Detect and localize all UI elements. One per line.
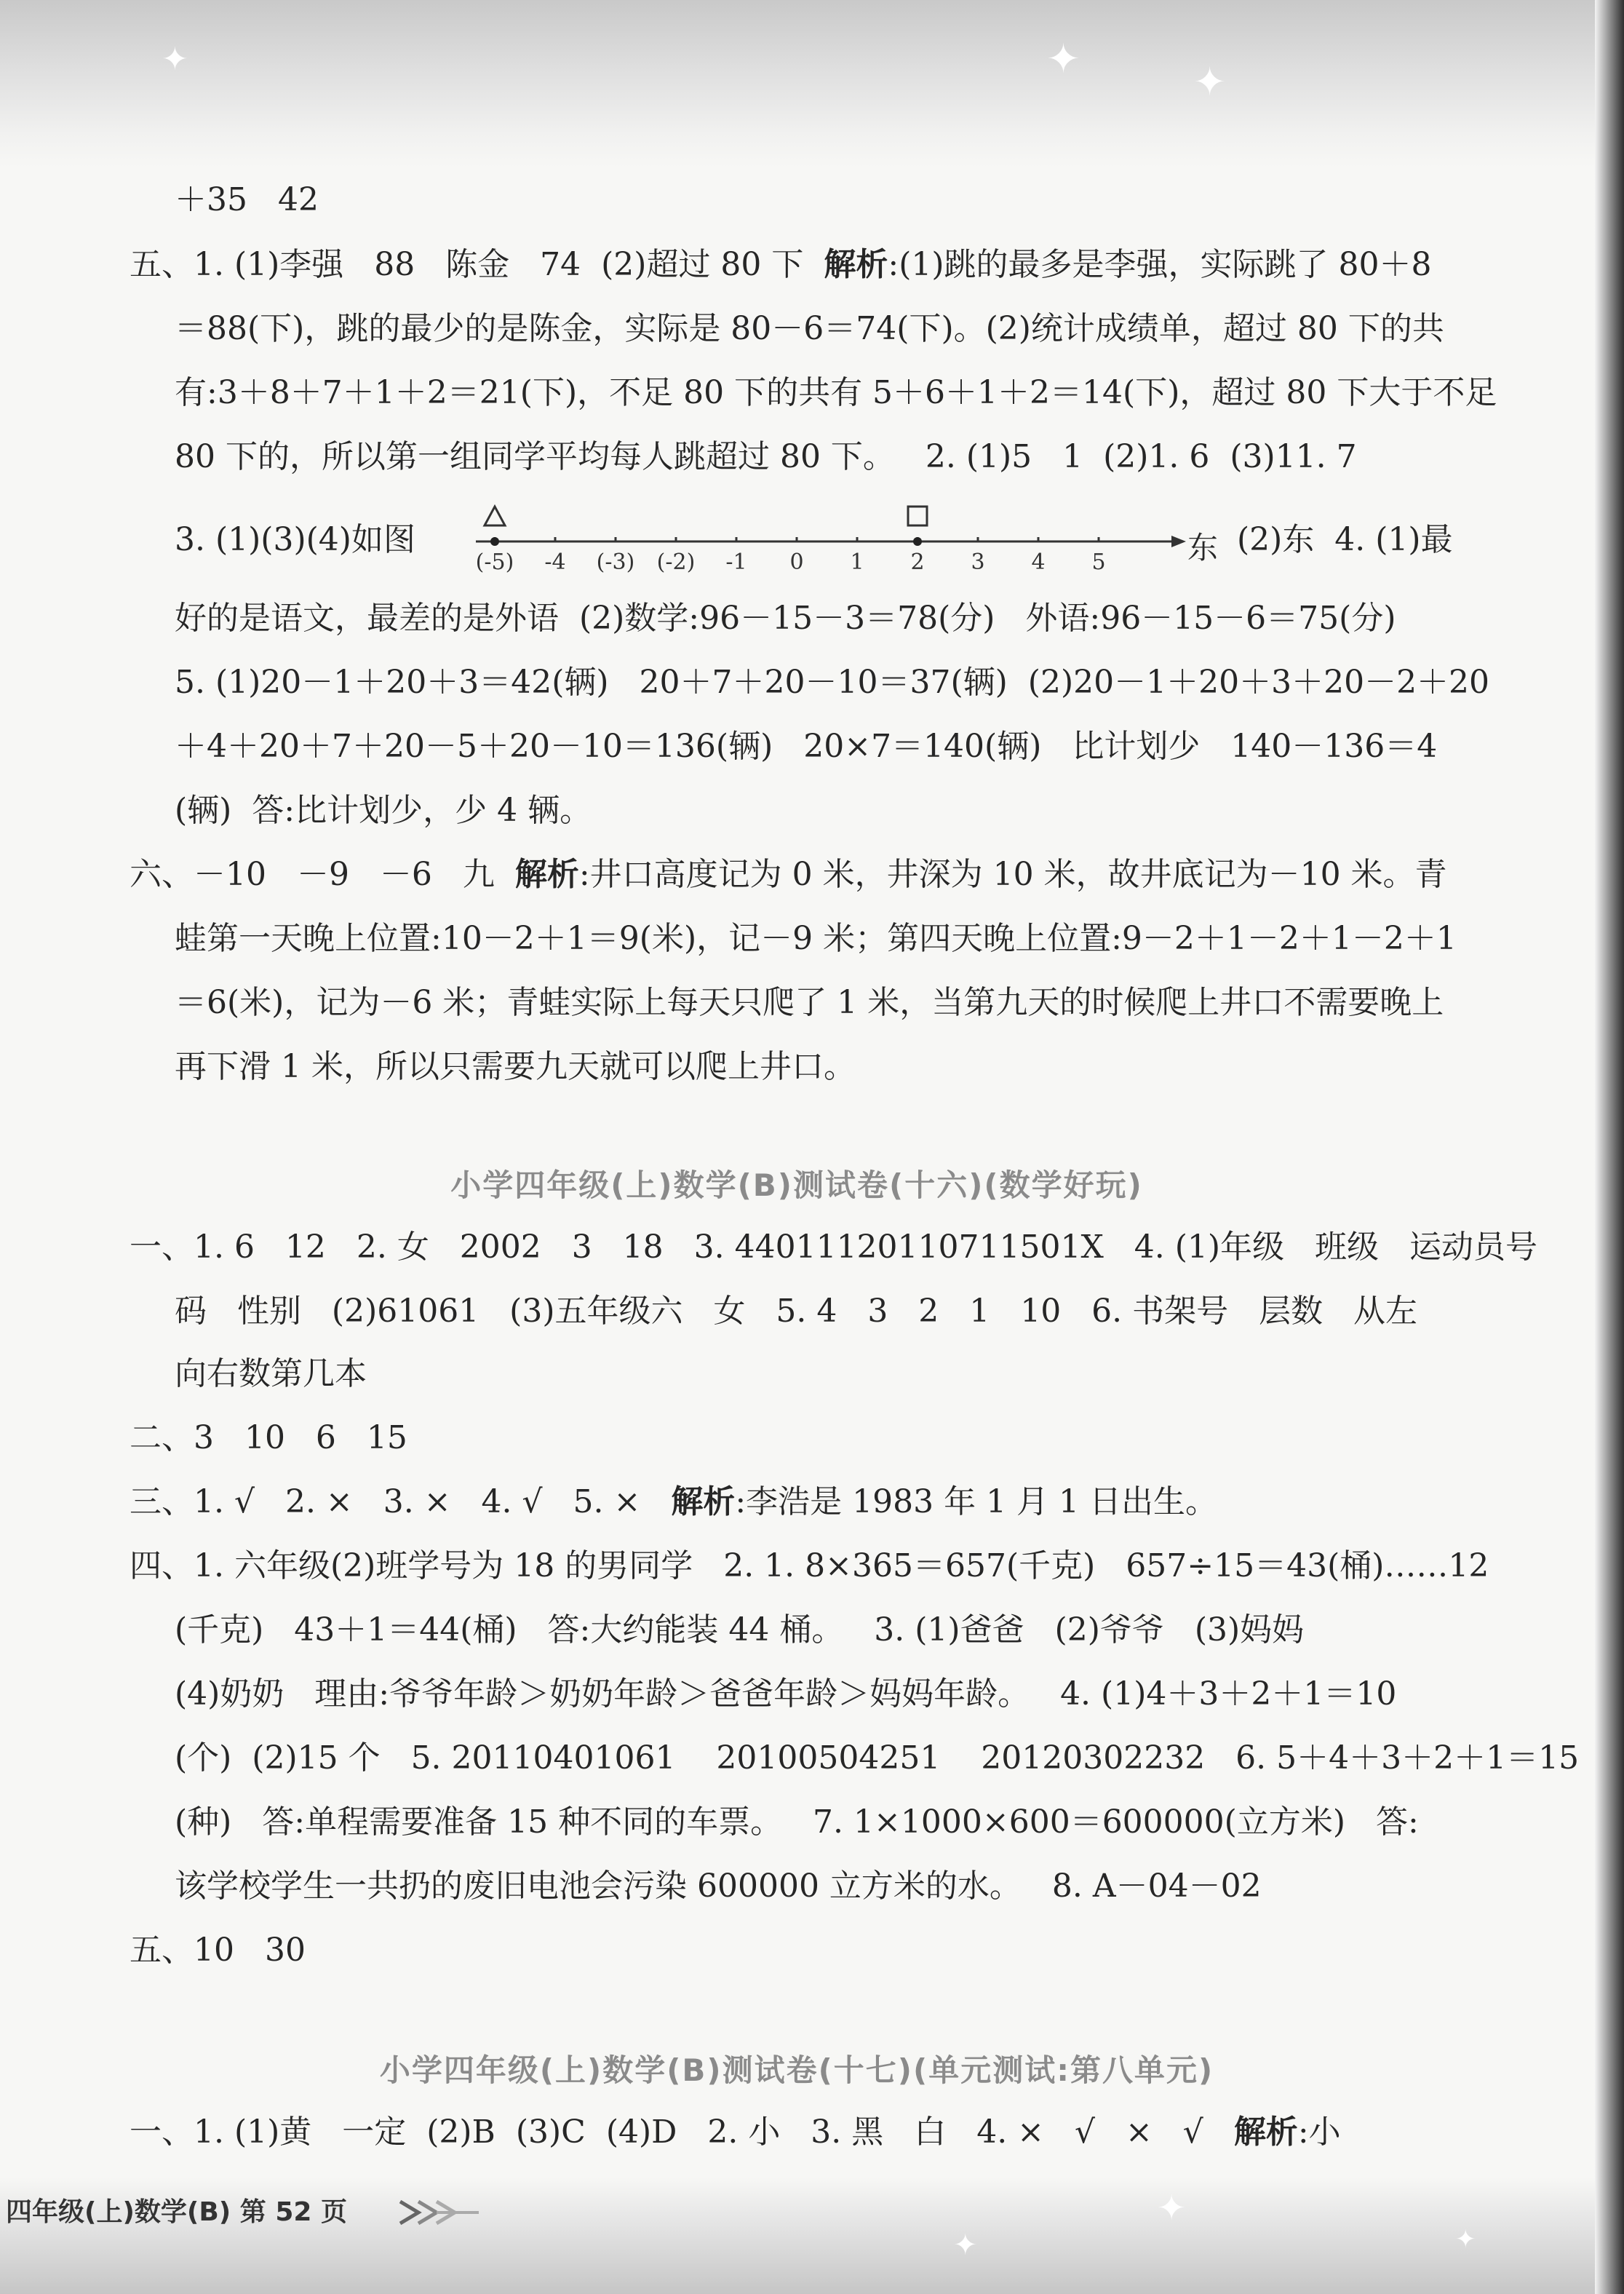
text-run: 六、－10 －9 －6 九 — [130, 856, 515, 893]
number-line-ticks — [476, 537, 1106, 575]
sparkle-icon: ✦ — [1193, 59, 1227, 105]
tick-label: 5 — [1091, 549, 1106, 575]
text-line: 再下滑 1 米，所以只需要九天就可以爬上井口。 — [175, 1048, 856, 1085]
text-run: 三、1. √ 2. × 3. × 4. √ 5. × — [130, 1483, 672, 1520]
text-line: (2)东 4. (1)最 — [1237, 521, 1453, 558]
point-dot — [913, 537, 922, 546]
sparkle-icon: ✦ — [1157, 2188, 1187, 2228]
text-run: :(1)跳的最多是李强，实际跳了 80＋8 — [888, 246, 1432, 283]
tick-label: 2 — [910, 549, 925, 575]
text-line: ＋4＋20＋7＋20－5＋20－10＝136(辆) 20×7＝140(辆) 比计划少 140－136＝4 — [175, 728, 1438, 765]
section-title-17: 小学四年级(上)数学(B)测试卷(十七)(单元测试:第八单元) — [379, 2052, 1214, 2088]
text-line: 一、1. 6 12 2. 女 2002 3 18 3. 44011120110711501X 4. (1)年级 班级 运动员号 — [130, 1229, 1537, 1266]
text-line: 5. (1)20－1＋20＋3＝42(辆) 20＋7＋20－10＝37(辆) (2)20－1＋20＋3＋20－2＋20 — [175, 664, 1490, 701]
tick-label: 0 — [789, 549, 804, 575]
analysis-label: 解析 — [1233, 2114, 1298, 2151]
text-line: 向右数第几本 — [175, 1355, 367, 1392]
sparkle-icon: ✦ — [1455, 2225, 1476, 2254]
text-line: 五、10 30 — [130, 1932, 306, 1969]
text-line — [130, 2111, 1341, 2154]
text-line: 80 下的，所以第一组同学平均每人跳超过 80 下。 2. (1)5 1 (2)1. 6 (3)11. 7 — [175, 438, 1357, 475]
section-title-16: 小学四年级(上)数学(B)测试卷(十六)(数学好玩) — [450, 1167, 1143, 1203]
text-line: ＝6(米)，记为－6 米；青蛙实际上每天只爬了 1 米，当第九天的时候爬上井口不需要晚上 — [175, 984, 1444, 1021]
sparkle-icon: ✦ — [1046, 36, 1080, 83]
text-line: (辆) 答:比计划少，少 4 辆。 — [175, 792, 592, 829]
text-run: :小 — [1297, 2114, 1341, 2151]
point-dot — [490, 537, 499, 546]
text-line: 好的是语文，最差的是外语 (2)数学:96－15－3＝78(分) 外语:96－15－6＝75(分) — [175, 600, 1396, 637]
tick-label: -4 — [544, 549, 566, 575]
text-line: ＋35 42 — [175, 181, 319, 218]
text-line: 四、1. 六年级(2)班学号为 18 的男同学 2. 1. 8×365＝657(千克) 657÷15＝43(桶)……12 — [130, 1547, 1489, 1584]
number-line — [473, 502, 1219, 578]
text-line: (个) (2)15 个 5. 20110401061 20100504251 20120302232 6. 5＋4＋3＋2＋1＝15 — [175, 1739, 1580, 1777]
text-run: 五、1. (1)李强 88 陈金 74 (2)超过 80 下 — [130, 246, 824, 283]
tick-label: (-3) — [596, 549, 635, 575]
square-icon — [908, 507, 927, 525]
tick-label: 4 — [1031, 549, 1046, 575]
analysis-label: 解析 — [514, 856, 579, 893]
text-line: (种) 答:单程需要准备 15 种不同的车票。 7. 1×1000×600＝600000(立方米) 答: — [175, 1803, 1419, 1841]
analysis-label: 解析 — [824, 246, 888, 283]
arrow-icon — [1171, 536, 1186, 547]
east-label: 东 — [1187, 530, 1219, 565]
text-run: 一、1. (1)黄 一定 (2)B (3)C (4)D 2. 小 3. 黑 白 4. × √ × √ — [130, 2114, 1234, 2151]
text-line: (4)奶奶 理由:爷爷年龄＞奶奶年龄＞爸爸年龄＞妈妈年龄。 4. (1)4＋3＋2＋1＝10 — [175, 1675, 1397, 1712]
page-edge-shadow — [1595, 0, 1624, 2294]
text-line: 二、3 10 6 15 — [130, 1419, 407, 1456]
text-line: (千克) 43＋1＝44(桶) 答:大约能装 44 桶。 3. (1)爸爸 (2)爷爷 (3)妈妈 — [175, 1611, 1305, 1648]
analysis-label: 解析 — [671, 1483, 736, 1520]
tick-label: (-2) — [656, 549, 696, 575]
text-line: 有:3＋8＋7＋1＋2＝21(下)，不足 80 下的共有 5＋6＋1＋2＝14(下)，超过 80 下大于不足 — [175, 374, 1497, 411]
text-line — [130, 243, 1432, 287]
page-footer — [0, 2191, 442, 2234]
tick-label: -1 — [725, 549, 747, 575]
text-line: 3. (1)(3)(4)如图 — [175, 521, 415, 558]
text-run: :李浩是 1983 年 1 月 1 日出生。 — [735, 1483, 1218, 1520]
tick-label: 1 — [850, 549, 864, 575]
footer-label: 四年级(上)数学(B) 第 52 页 — [6, 2197, 347, 2227]
text-run: :井口高度记为 0 米，井深为 10 米，故井底记为－10 米。青 — [578, 856, 1447, 893]
number-line-svg — [473, 502, 1215, 575]
tick-label: 3 — [971, 549, 985, 575]
sparkle-icon: ✦ — [162, 41, 188, 78]
text-line: 码 性别 (2)61061 (3)五年级六 女 5. 4 3 2 1 10 6. 书架号 层数 从左 — [175, 1293, 1418, 1330]
text-line — [130, 1480, 1217, 1524]
number-line-marks — [485, 507, 927, 546]
text-line — [130, 853, 1447, 897]
top-shading — [0, 0, 1624, 167]
text-line: 该学校学生一共扔的废旧电池会污染 600000 立方米的水。 8. A－04－02 — [175, 1868, 1262, 1905]
chevron-arrows-icon — [393, 2191, 480, 2234]
text-line: 蛙第一天晚上位置:10－2＋1＝9(米)，记－9 米；第四天晚上位置:9－2＋1－2＋1－2＋1 — [175, 920, 1457, 957]
tick-label: (-5) — [475, 549, 514, 575]
sparkle-icon: ✦ — [953, 2228, 978, 2262]
triangle-icon — [485, 507, 505, 525]
text-line: ＝88(下)，跳的最少的是陈金，实际是 80－6＝74(下)。(2)统计成绩单，超过 80 下的共 — [175, 310, 1444, 347]
